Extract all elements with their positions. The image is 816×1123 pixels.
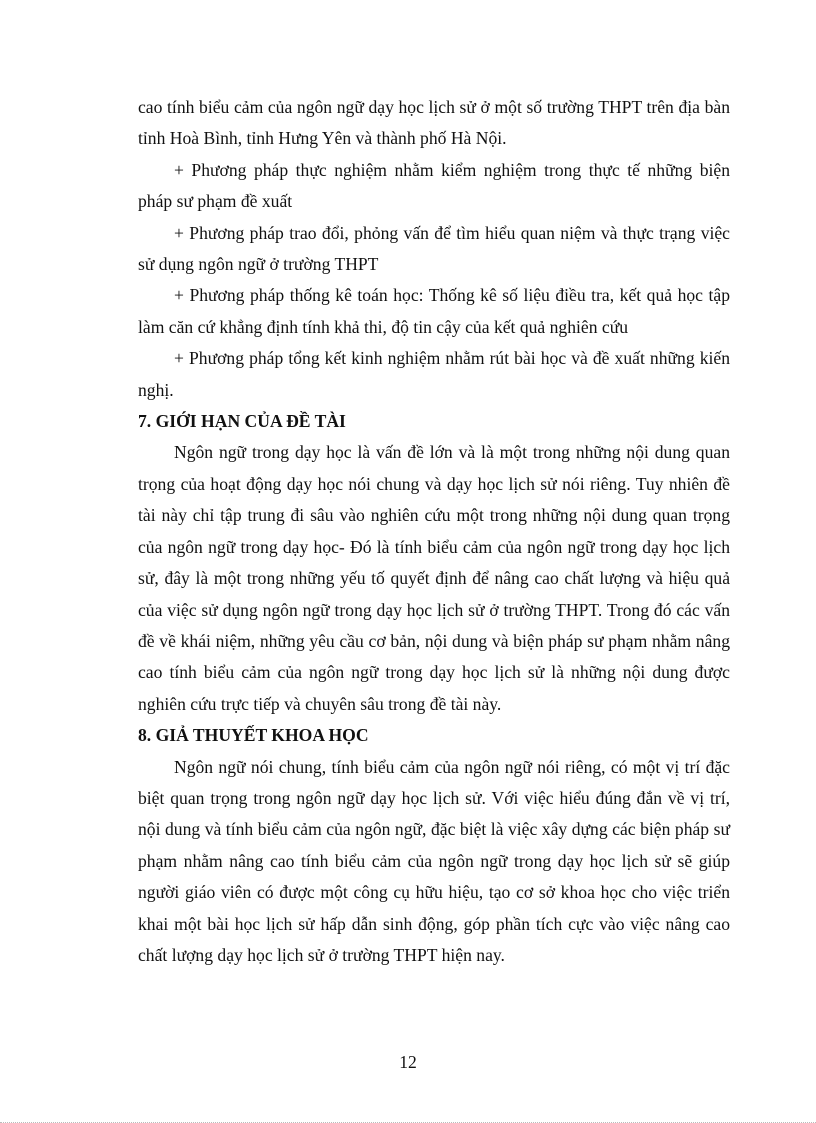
document-body: [138, 92, 730, 971]
page-number: 12: [399, 1052, 417, 1072]
section-heading-scope: 7. GIỚI HẠN CỦA ĐỀ TÀI: [138, 411, 346, 432]
paragraph-method-statistics: + Phương pháp thống kê toán học: Thống kê số liệu điều tra, kết quả học tập làm căn cứ khẳng định tính khả thi, độ tin cậy của kết quả nghiên cứu: [138, 285, 730, 337]
paragraph-method-interview: + Phương pháp trao đổi, phỏng vấn để tìm hiểu quan niệm và thực trạng việc sử dụng ngôn ngữ ở trường THPT: [138, 222, 730, 275]
paragraph-scope: Ngôn ngữ trong dạy học là vấn đề lớn và là một trong những nội dung quan trọng của hoạt động dạy học nói chung và dạy học lịch sử nói riêng. Tuy nhiên đề tài này chỉ tập trung đi sâu vào nghiên cứu một trong những nội dung quan trọng của ngôn ngữ trong dạy học- Đó là tính biểu cảm của ngôn ngữ trong dạy học lịch sử, đây là một trong những yếu tố quyết định để nâng cao chất lượng và hiệu quả của việc sử dụng ngôn ngữ trong dạy học lịch sử ở trường THPT. Trong đó các vấn đề về khái niệm, những yêu cầu cơ bản, nội dung và biện pháp sư phạm nhằm nâng cao tính biểu cảm của ngôn ngữ trong dạy học lịch sử là những nội dung được nghiên cứu trực tiếp và chuyên sâu trong đề tài này.: [138, 442, 730, 714]
paragraph-method-experiment: + Phương pháp thực nghiệm nhằm kiểm nghiệm trong thực tế những biện pháp sư phạm đề xuất: [138, 159, 730, 212]
paragraph-hypothesis: Ngôn ngữ nói chung, tính biểu cảm của ngôn ngữ nói riêng, có một vị trí đặc biệt quan trọng trong ngôn ngữ dạy học lịch sử. Với việc hiểu đúng đắn về vị trí, nội dung và tính biểu cảm của ngôn ngữ, đặc biệt là việc xây dựng các biện pháp sư phạm nhằm nâng cao tính biểu cảm của ngôn ngữ trong dạy học lịch sử sẽ giúp người giáo viên có được một công cụ hữu hiệu, tạo cơ sở khoa học cho việc triển khai một bài học lịch sử hấp dẫn sinh động, góp phần tích cực vào việc nâng cao chất lượng dạy học lịch sử ở trường THPT hiện nay.: [138, 756, 730, 965]
paragraph-intro-continuation: cao tính biểu cảm của ngôn ngữ dạy học lịch sử ở một số trường THPT trên địa bàn tỉnh Hoà Bình, tỉnh Hưng Yên và thành phố Hà Nội.: [138, 97, 730, 149]
section-heading-hypothesis: 8. GIẢ THUYẾT KHOA HỌC: [138, 725, 369, 746]
paragraph-method-experience: + Phương pháp tổng kết kinh nghiệm nhằm rút bài học và đề xuất những kiến nghị.: [138, 348, 730, 400]
